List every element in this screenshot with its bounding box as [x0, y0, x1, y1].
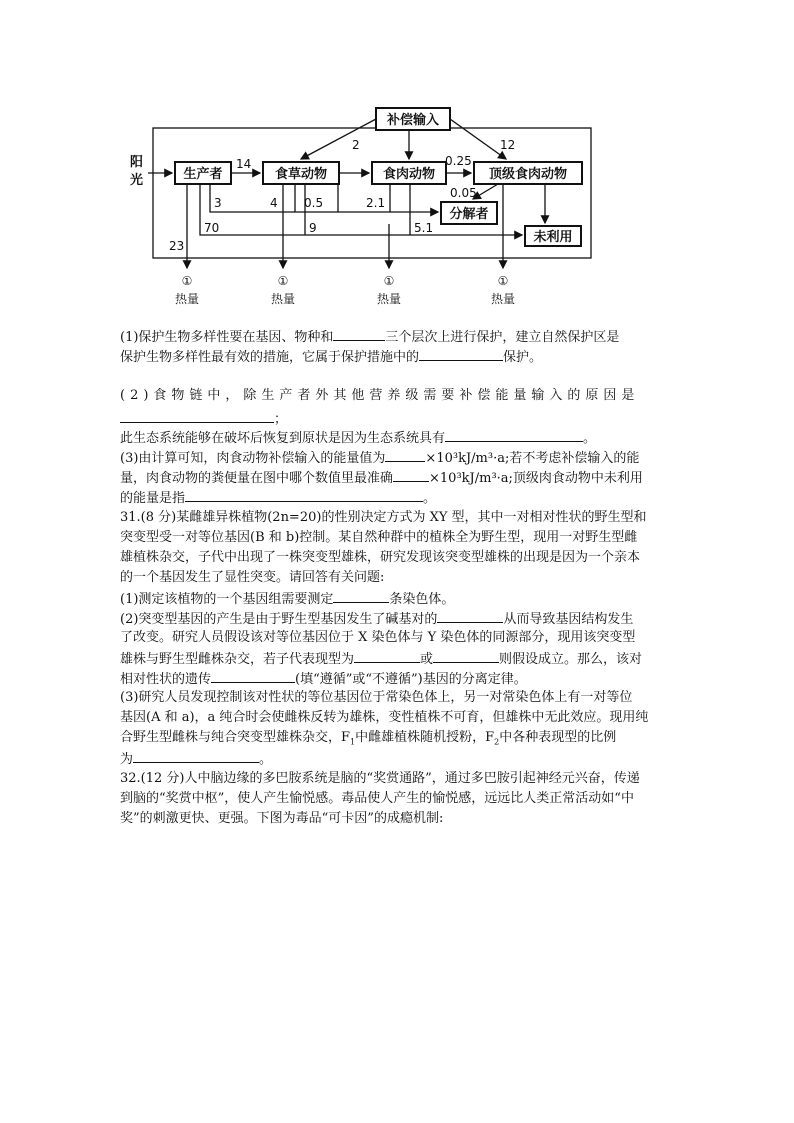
sunlight-label-2: 光	[130, 173, 144, 188]
q31-intro-line1: 31.(8 分)某雌雄异株植物(2n=20)的性别决定方式为 XY 型，其中一对相对性状的野生型和	[120, 510, 647, 525]
compensation-label: 补偿输入	[386, 113, 440, 128]
arrow-comp-to-top	[450, 119, 506, 159]
producer-label: 生产者	[183, 167, 223, 182]
heat-marker-3: ①	[383, 274, 395, 288]
answer-blank[interactable]	[437, 609, 503, 623]
value-comp-to-top: 12	[500, 138, 516, 152]
value-prod-to-decomp: 3	[214, 196, 222, 210]
heat-marker-1: ①	[181, 274, 193, 288]
value-carn-to-unused: 5.1	[414, 221, 434, 235]
q31-p3-line3: 合野生型雌株与纯合突变型雄株杂交，$F_1$中雌雄植株随机授粉，$F_2$中各种表现型的比例	[120, 730, 617, 747]
energy-flow-diagram	[120, 104, 600, 316]
q30-p3-line2: 量，肉食动物的粪便量在图中哪个数值里最准确 ×10³kJ/m³·a;顶级肉食动物中未利用	[120, 468, 643, 488]
q31-p3-line1: (3)研究人员发现控制该对性状的等位基因位于常染色体上，另一对常染色体上有一对等位	[120, 690, 633, 705]
q30-p3-line1: (3)由计算可知，肉食动物补偿输入的能量值为 ×10³kJ/m³·a;若不考虑补偿输入的能	[120, 448, 639, 468]
answer-blank[interactable]	[393, 468, 429, 482]
q31-p2-line1: (2)突变型基因的产生是由于野生型基因发生了碱基对的 从而导致基因结构发生	[120, 609, 633, 629]
answer-blank[interactable]	[185, 488, 423, 502]
q32-line3: 奖”的刺激更快、更强。下图为毒品“可卡因”的成瘾机制:	[120, 811, 444, 826]
heat-label-4: 热量	[490, 292, 516, 306]
value-carn-to-decomp: 2.1	[366, 196, 386, 210]
answer-blank[interactable]	[385, 448, 425, 462]
carnivore-label: 食肉动物	[382, 167, 436, 182]
sunlight-label-1: 阳	[130, 155, 144, 170]
value-top-to-decomp: 0.05	[450, 186, 477, 200]
value-prod-to-unused: 70	[204, 221, 220, 235]
arrow-top-to-decomp	[473, 184, 498, 199]
q31-p2-line4: 相对性状的遗传 (填“遵循”或“不遵循”)基因的分离定律。	[120, 669, 527, 689]
q31-p3-line2: 基因(A 和 a)，a 纯合时会使雌株反转为雄株，变性植株不可育，但雄株中无此效应。现用纯	[120, 710, 649, 725]
heat-label-1: 热量	[174, 292, 200, 306]
q30-p2-line1: (2)食物链中，除生产者外其他营养级需要补偿能量输入的原因是	[120, 388, 640, 403]
top-carnivore-label: 顶级食肉动物	[488, 167, 568, 182]
arrow-comp-to-herbivore	[301, 119, 376, 159]
arrow-prod-to-decomp	[210, 184, 438, 212]
q31-p2-line2: 了改变。研究人员假设该对等位基因位于 X 染色体与 Y 染色体的同源部分，现用该突变型	[120, 630, 636, 645]
answer-blank[interactable]	[333, 589, 389, 603]
answer-blank[interactable]	[445, 428, 583, 442]
q30-p2-line3: 此生态系统能够在破坏后恢复到原状是因为生态系统具有 。	[120, 428, 596, 448]
q31-intro-line3: 雄植株杂交，子代中出现了一株突变型雄株，研究发现该突变型雄株的出现是因为一个亲本	[120, 550, 641, 565]
heat-marker-4: ①	[497, 274, 509, 288]
answer-blank[interactable]	[433, 649, 499, 663]
answer-blank[interactable]	[120, 409, 274, 423]
q30-p1-line1: (1)保护生物多样性要在基因、物种和 三个层次上进行保护，建立自然保护区是	[120, 327, 619, 347]
heat-label-2: 热量	[270, 292, 296, 306]
q31-p1: (1)测定该植物的一个基因组需要测定 条染色体。	[120, 589, 454, 609]
heat-label-3: 热量	[376, 292, 402, 306]
answer-blank[interactable]	[211, 669, 295, 683]
q31-intro-line4: 的一个基因发生了显性突变。请回答有关问题:	[120, 570, 385, 585]
answer-blank[interactable]	[354, 649, 420, 663]
q32-line2: 到脑的“奖赏中枢”，使人产生愉悦感。毒品使人产生的愉悦感，远远比人类正常活动如“中	[120, 791, 634, 806]
herbivore-label: 食草动物	[274, 167, 328, 182]
heat-marker-2: ①	[277, 274, 289, 288]
q30-p2-line2: ；	[120, 409, 287, 429]
answer-blank[interactable]	[333, 327, 385, 341]
value-prod-to-herb: 14	[236, 157, 252, 171]
q32-line1: 32.(12 分)人中脑边缘的多巴胺系统是脑的“奖赏通路”，通过多巴胺引起神经元兴奋，传递	[120, 771, 640, 786]
q31-intro-line2: 突变型受一对等位基因(B 和 b)控制。某自然种群中的植株全为野生型，现用一对野生型雌	[120, 530, 638, 545]
q31-p3-line4: 为 。	[120, 749, 272, 769]
value-comp-to-herb: 2	[352, 138, 360, 152]
q30-p3-line3: 的能量是指 。	[120, 488, 436, 508]
value-herb-to-unused: 9	[309, 221, 317, 235]
value-herb-to-decomp: 4	[270, 196, 278, 210]
value-herb-val2: 0.5	[304, 196, 324, 210]
answer-blank[interactable]	[419, 347, 503, 361]
decomposer-label: 分解者	[449, 207, 489, 222]
q31-p2-line3: 雄株与野生型雌株杂交，若子代表现型为 或 则假设成立。那么，该对	[120, 649, 642, 669]
q30-p1-line2: 保护生物多样性最有效的措施，它属于保护措施中的 保护。	[120, 347, 542, 367]
answer-blank[interactable]	[133, 749, 259, 763]
unused-label: 未利用	[533, 230, 573, 245]
value-prod-heat: 23	[169, 239, 185, 253]
value-carn-to-top: 0.25	[445, 154, 472, 168]
